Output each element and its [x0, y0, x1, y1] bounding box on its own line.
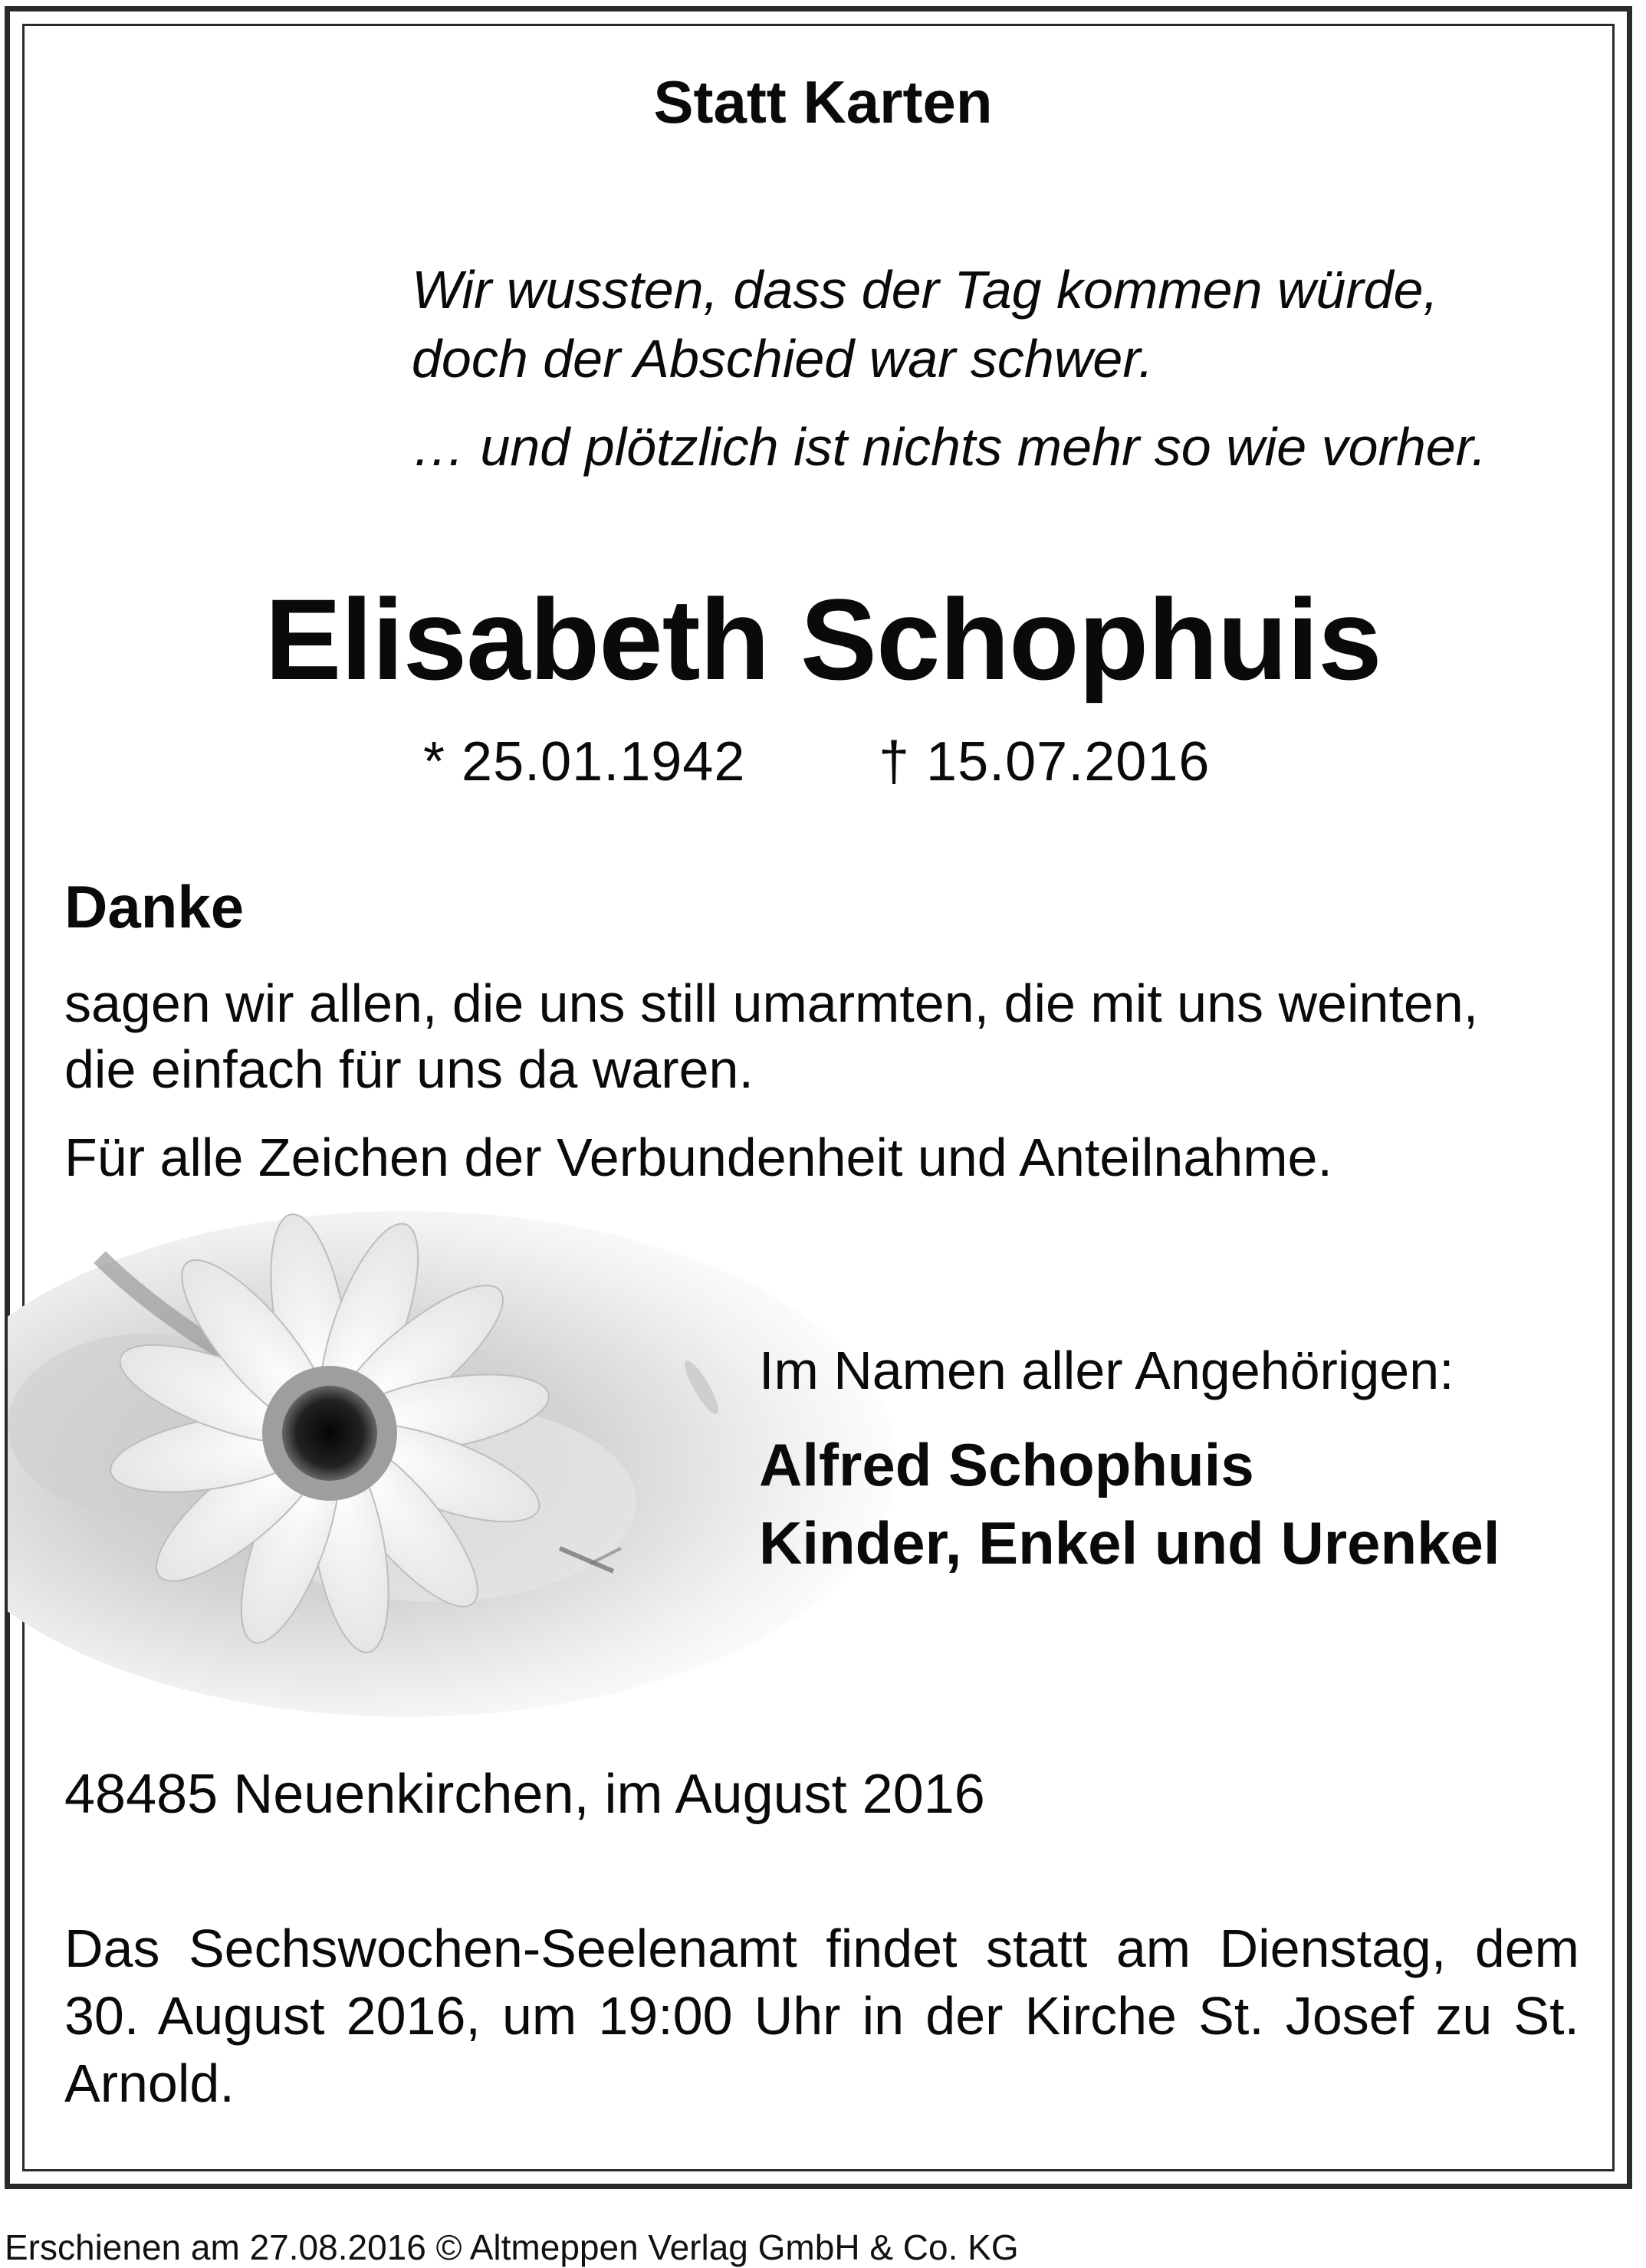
- thanks-heading: Danke: [64, 873, 245, 940]
- place-and-date: 48485 Neuenkirchen, im August 2016: [64, 1764, 985, 1825]
- thanks-line-2: die einfach für uns da waren.: [64, 1039, 754, 1099]
- publication-footer: Erschienen am 27.08.2016 © Altmeppen Verlag GmbH & Co. KG: [5, 2227, 1019, 2267]
- signature-name-1: Alfred Schophuis: [759, 1431, 1254, 1498]
- signature-intro: Im Namen aller Angehörigen:: [759, 1341, 1454, 1400]
- service-notice: Das Sechswochen-Seelenamt findet statt am Dienstag, dem 30. August 2016, um 19:00 Uhr in der Kirche St. Josef zu St. Arnold.: [64, 1918, 1579, 2113]
- page-title: Statt Karten: [653, 68, 993, 136]
- quote-line-2: doch der Abschied war schwer.: [412, 329, 1154, 389]
- thanks-line-1: sagen wir allen, die uns still umarmten, die mit uns weinten,: [64, 973, 1479, 1033]
- death-date: † 15.07.2016: [879, 731, 1211, 793]
- thanks-line-3: Für alle Zeichen der Verbundenheit und Anteilnahme.: [64, 1127, 1332, 1187]
- quote-line-1: Wir wussten, dass der Tag kommen würde,: [412, 260, 1438, 320]
- signature-name-2: Kinder, Enkel und Urenkel: [759, 1509, 1500, 1577]
- birth-date: * 25.01.1942: [423, 731, 746, 793]
- quote-line-3: … und plötzlich ist nichts mehr so wie vorher.: [412, 417, 1487, 477]
- deceased-name: Elisabeth Schophuis: [264, 575, 1382, 704]
